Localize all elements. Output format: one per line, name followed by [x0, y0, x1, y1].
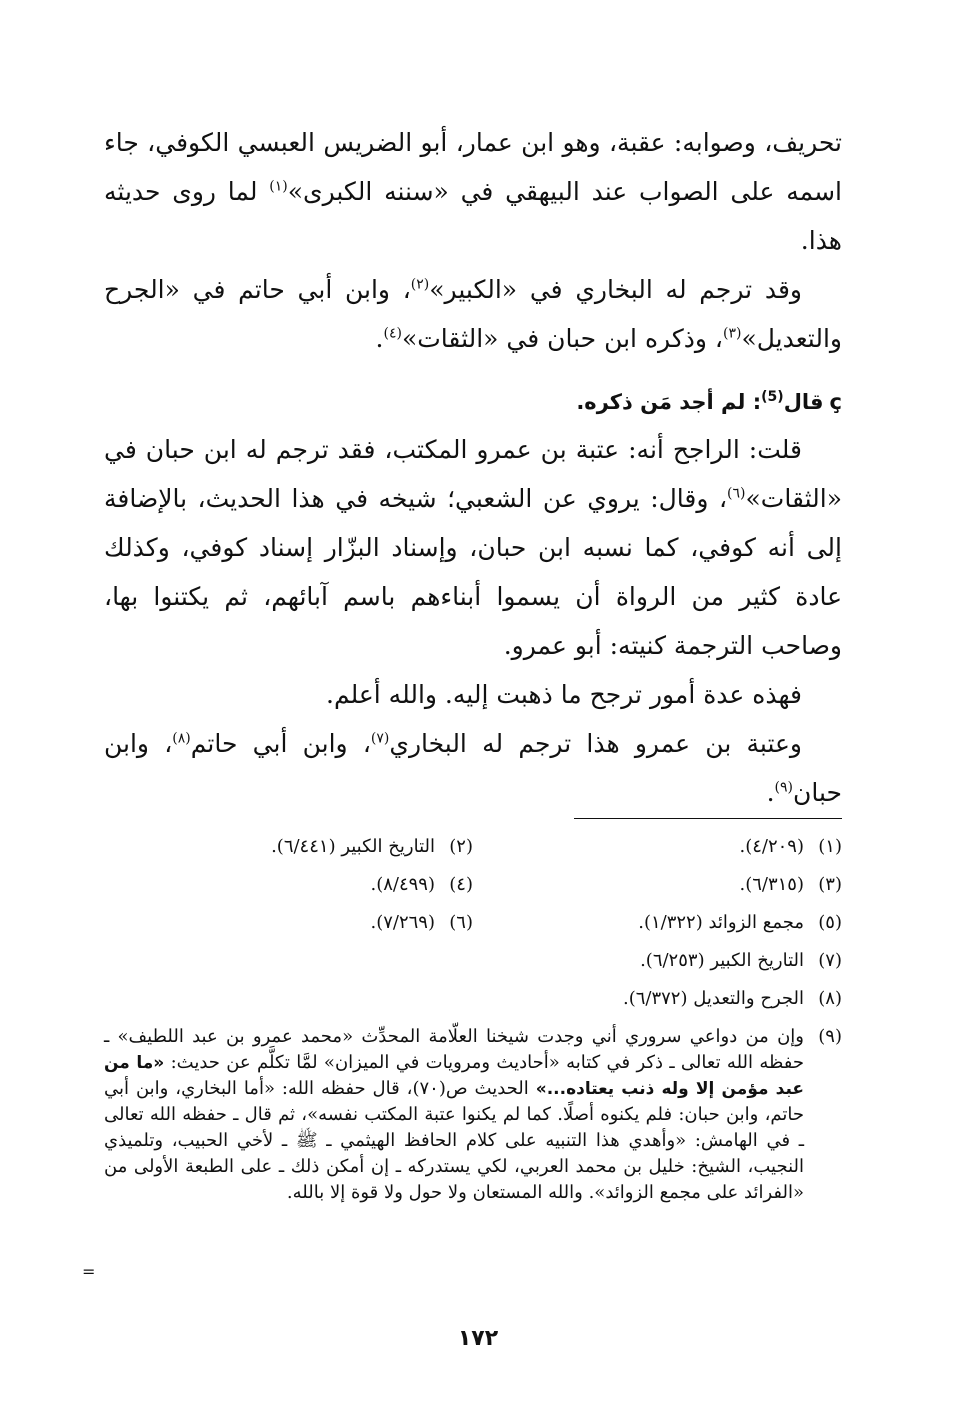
footnote-text: (٤/٢٠٩). [739, 836, 804, 857]
footnote-text: التاريخ الكبير (٦/٢٥٣). [640, 950, 804, 971]
footnote-row [104, 828, 842, 866]
text-run: لما روى حديثه هذا. [104, 177, 842, 255]
footnote-number: (٧) [818, 950, 842, 971]
footnote-number: (١) [818, 836, 842, 857]
footnote-row [104, 866, 842, 904]
footnote [473, 828, 842, 866]
continuation-mark: = [82, 1262, 96, 1281]
footnote [104, 904, 473, 942]
text-run: قلت: الراجح أنه: عتبة بن عمرو المكتب، فقد ترجم له ابن حبان في «الثقات» [104, 435, 842, 513]
footnote [104, 866, 473, 904]
text-run: ، وابن أبي حاتم [190, 729, 371, 758]
footnote-text: (٦/٣١٥). [739, 874, 804, 895]
footnote-row [104, 904, 842, 942]
quote-line [104, 381, 842, 423]
text-run: : لم أجد مَن ذكره. [576, 390, 762, 414]
text-run: ، وذكره ابن حبان في «الثقات» [401, 324, 723, 353]
footnote-long [104, 1024, 842, 1206]
page-number: ١٧٢ [457, 1326, 499, 1351]
footnote-number: (٢) [449, 836, 473, 857]
footnote-ref[interactable]: (١) [269, 178, 288, 195]
footnote-ref[interactable]: (٩) [774, 779, 794, 796]
footnote-text: (٧/٢٦٩). [370, 912, 435, 933]
text-run: . [375, 324, 384, 353]
footnote-ref[interactable]: (٤) [383, 325, 402, 342]
footnote-number: (٣) [818, 874, 842, 895]
text-run: وإن من دواعي سروري أني وجدت شيخنا العلّامة المحدِّث «محمد عمرو بن عبد اللطيف» ـ حفظه الله تعالى ـ ذكر في كتابه «أحاديث ومرويات في الميزان» لمَّا تكلَّم عن حديث: [104, 1026, 804, 1073]
footnote-ref[interactable]: (٧) [370, 730, 390, 747]
footnote-number: (٤) [449, 874, 473, 895]
text-run: تحريف، وصوابه: عقبة، وهو ابن عمار، أبو الضريس العبسي الكوفي، جاء اسمه على الصواب عند البيهقي في «سننه الكبرى» [104, 128, 842, 206]
paragraph-2 [104, 265, 842, 363]
text-run: وعتبة بن عمرو هذا ترجم له البخاري [389, 729, 802, 758]
text-run: ، وقال: يروي عن الشعبي؛ شيخه في هذا الحديث، بالإضافة إلى أنه كوفي، كما نسبه ابن حبان، وإسناد البزّار إسناد كوفي، وكذلك عادة كثير من الرواة أن يسموا أبناءهم باسم آبائهم، ثم يكتنوا بها، وصاحب الترجمة كنيته: أبو عمرو. [104, 484, 842, 660]
page-body [104, 118, 842, 1203]
footnote-text: التاريخ الكبير (٦/٤٤١). [271, 836, 435, 857]
paragraph-4: فهذه عدة أمور ترجح ما ذهبت إليه. والله أعلم. [326, 680, 802, 709]
footnote-number: (٥) [818, 912, 842, 933]
text-run: . [766, 778, 775, 807]
footnote-text: (٨/٤٩٩). [370, 874, 435, 895]
footnote [473, 904, 842, 942]
hadith-quote: «ما من عبد مؤمن إلا وله ذنب يعتاده...» [104, 1053, 804, 1099]
text-run: ، وابن حبان [104, 729, 842, 807]
footnote-ref[interactable]: (٨) [172, 730, 191, 747]
text-run: الحديث ص(٧٠)، قال حفظه الله: «أما البخاري، وابن أبي حاتم، وابن حبان: فلم يكنوه أصلًا. كما لم يكنوا عتبة المكتب نفسه»، ثم قال ـ حفظه الله تعالى ـ في الهامش: «وأهدي هذا التنبيه على كلام الحافظ الهيثمي ـ ﷺ ـ لأخي الحبيب، وتلميذي النجيب، الشيخ: خليل بن محمد العربي، لكي يستدركه ـ إن أمكن ذلك ـ على الطبعة الأولى من «الفرائد على مجمع الزوائد». والله المستعان ولا حول ولا قوة إلا بالله. [104, 1078, 804, 1203]
footnote-text: الجرح والتعديل (٦/٣٧٢). [622, 988, 804, 1009]
footnote-text [104, 1024, 804, 1206]
footnote-number: (٦) [449, 912, 473, 933]
paragraph-1 [104, 118, 842, 265]
quote-mark: ç [829, 390, 842, 414]
footnote [104, 942, 842, 980]
footnote-ref[interactable]: (٢) [410, 276, 430, 293]
footnote-number: (٨) [818, 988, 842, 1009]
footnote [104, 828, 473, 866]
footnote-text: مجمع الزوائد (١/٣٢٢). [638, 912, 804, 933]
footnote-ref[interactable]: (٦) [727, 485, 746, 502]
paragraph-5 [104, 719, 842, 817]
footnote [473, 866, 842, 904]
footnote-separator [574, 818, 842, 819]
footnote-ref[interactable]: (٣) [722, 325, 742, 342]
text-run: قال [783, 390, 824, 414]
paragraph-3 [104, 425, 842, 670]
footnotes [104, 828, 842, 1206]
footnote-ref[interactable]: (5) [761, 389, 784, 405]
footnote-number: (٩) [818, 1026, 842, 1047]
footnote [104, 980, 842, 1018]
text-run: وقد ترجم له البخاري في «الكبير» [429, 275, 802, 304]
text-run: ، وابن أبي حاتم في «الجرح والتعديل» [104, 275, 842, 353]
